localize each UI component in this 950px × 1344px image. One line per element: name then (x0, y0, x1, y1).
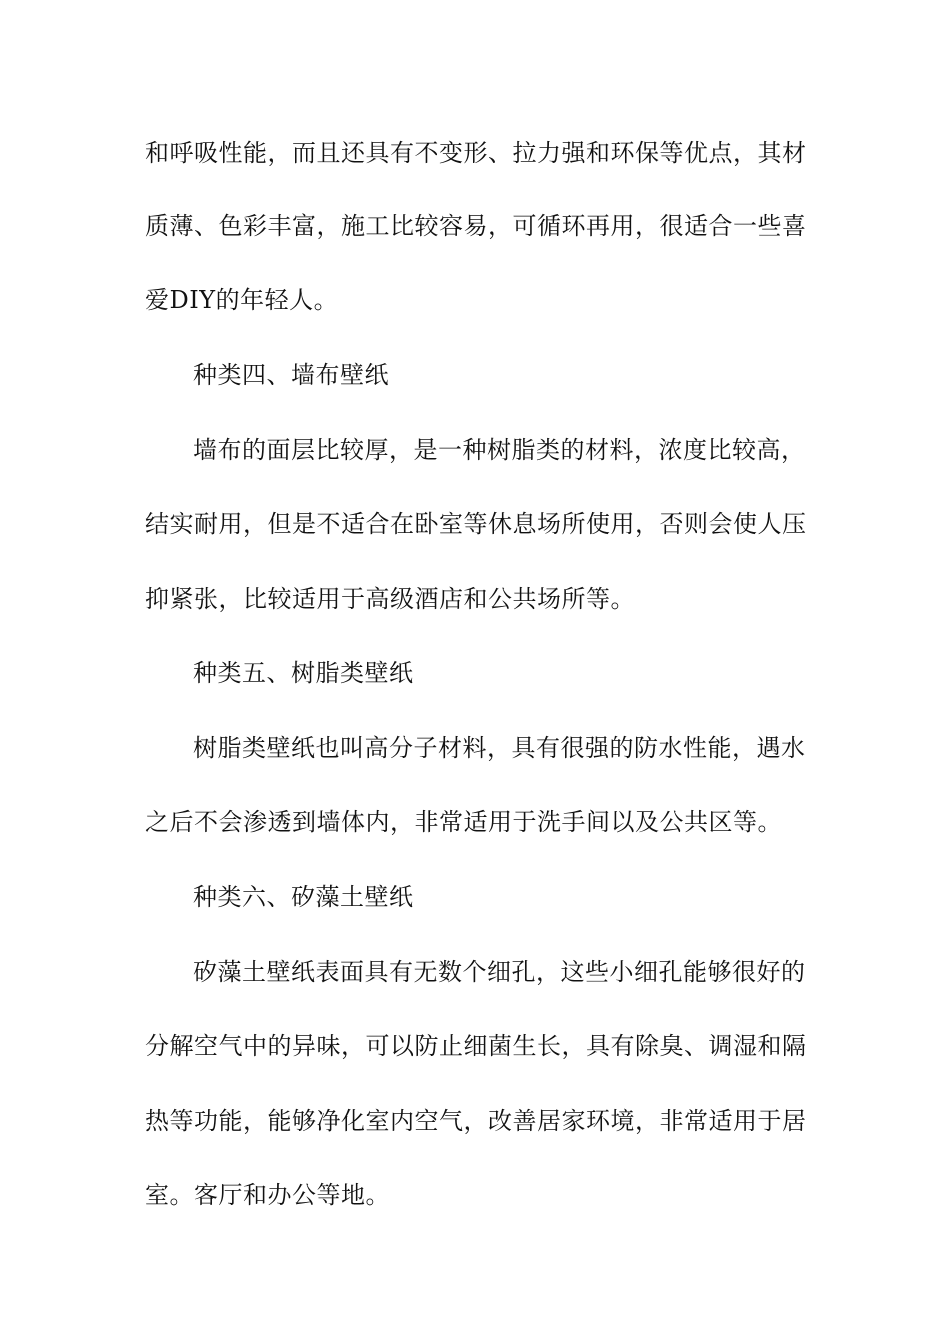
text-line: 和呼吸性能，而且还具有不变形、拉力强和环保等优点，其材 (145, 139, 807, 167)
text-line: 质薄、色彩丰富，施工比较容易，可循环再用，很适合一些喜 (145, 212, 807, 240)
text-line: 分解空气中的异味，可以防止细菌生长，具有除臭、调湿和隔 (145, 1032, 807, 1060)
text-line: 树脂类壁纸也叫高分子材料，具有很强的防水性能，遇水 (193, 734, 806, 762)
text-line: 爱DIY的年轻人。 (145, 286, 339, 314)
text-line: 热等功能，能够净化室内空气，改善居家环境，非常适用于居 (145, 1107, 807, 1135)
text-line: 之后不会渗透到墙体内，非常适用于洗手间以及公共区等。 (145, 808, 782, 836)
section-heading: 种类六、矽藻土壁纸 (193, 883, 414, 911)
text-line: 矽藻土壁纸表面具有无数个细孔，这些小细孔能够很好的 (193, 958, 806, 986)
text-line: 室。客厅和办公等地。 (145, 1181, 390, 1209)
section-heading: 种类五、树脂类壁纸 (193, 659, 414, 687)
section-heading: 种类四、墙布壁纸 (193, 361, 389, 389)
text-line: 墙布的面层比较厚，是一种树脂类的材料，浓度比较高， (193, 436, 806, 464)
text-line: 结实耐用，但是不适合在卧室等休息场所使用，否则会使人压 (145, 510, 807, 538)
text-line: 抑紧张，比较适用于高级酒店和公共场所等。 (145, 585, 635, 613)
